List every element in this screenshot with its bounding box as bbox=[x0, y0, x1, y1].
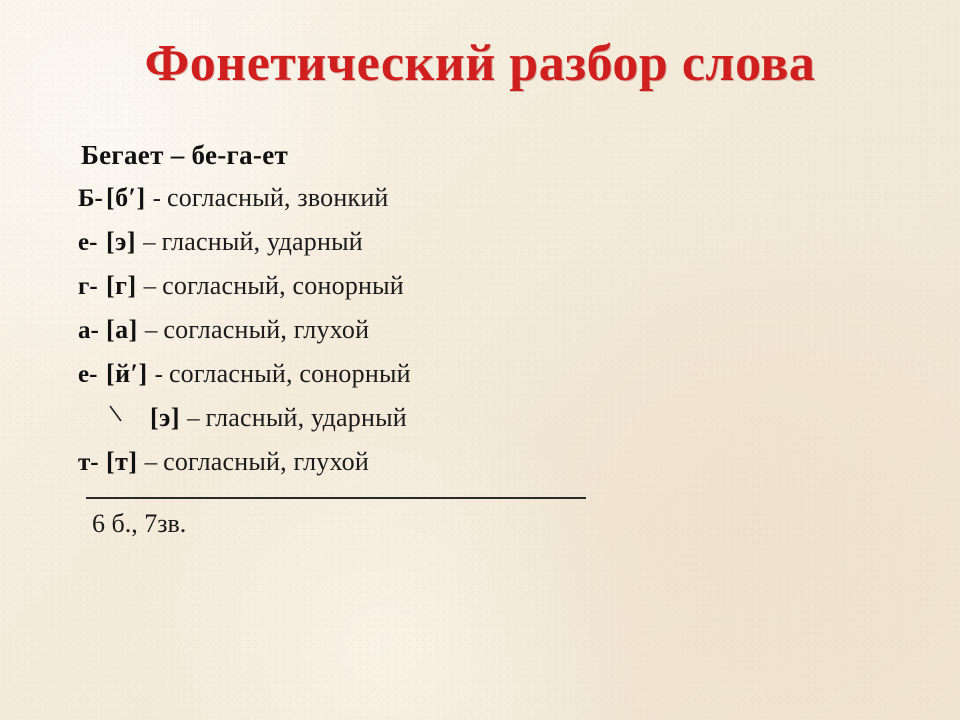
table-row bbox=[78, 271, 898, 315]
row-separator: – bbox=[187, 405, 200, 432]
row-separator: – bbox=[143, 273, 157, 300]
row-separator: – bbox=[143, 229, 156, 256]
analysis-block bbox=[78, 140, 898, 539]
letters-sounds-summary: 6 б., 7зв. bbox=[92, 509, 187, 538]
row-letter: а- bbox=[78, 317, 99, 344]
row-transcription: [т] bbox=[106, 447, 138, 476]
row-separator: – bbox=[144, 449, 158, 476]
horizontal-divider bbox=[86, 497, 586, 499]
row-separator: - bbox=[152, 185, 161, 212]
row-letter: е- bbox=[78, 229, 98, 256]
row-letter: т- bbox=[78, 449, 99, 476]
row-description: согласный, глухой bbox=[163, 315, 370, 344]
row-letter: е- bbox=[78, 361, 98, 388]
sound-rows bbox=[78, 183, 898, 491]
row-description: гласный, ударный bbox=[161, 227, 363, 256]
row-letter: Б- bbox=[78, 185, 103, 212]
table-row bbox=[78, 183, 898, 227]
row-description: согласный, глухой bbox=[163, 447, 369, 476]
row-separator: - bbox=[154, 361, 163, 388]
row-transcription: [э] bbox=[150, 403, 181, 432]
row-description: согласный, сонорный bbox=[162, 271, 404, 300]
table-row bbox=[78, 315, 898, 359]
row-transcription: [й′] bbox=[106, 359, 148, 388]
row-description: согласный, звонкий bbox=[166, 183, 389, 212]
word-syllables-line: Бегает – бе-га-ет bbox=[81, 140, 289, 170]
row-description: согласный, сонорный bbox=[168, 359, 411, 388]
row-description: гласный, ударный bbox=[205, 403, 407, 432]
row-transcription: [а] bbox=[106, 315, 138, 344]
row-letter: г- bbox=[78, 273, 98, 300]
row-transcription: [г] bbox=[106, 271, 137, 300]
row-transcription: [э] bbox=[106, 227, 137, 256]
row-transcription: [б′] bbox=[106, 183, 146, 212]
row-separator: – bbox=[144, 317, 158, 344]
table-row bbox=[78, 227, 898, 271]
page-title: Фонетический разбор слова bbox=[144, 35, 816, 92]
table-row bbox=[78, 359, 898, 403]
table-row bbox=[78, 403, 898, 447]
table-row bbox=[78, 447, 898, 491]
